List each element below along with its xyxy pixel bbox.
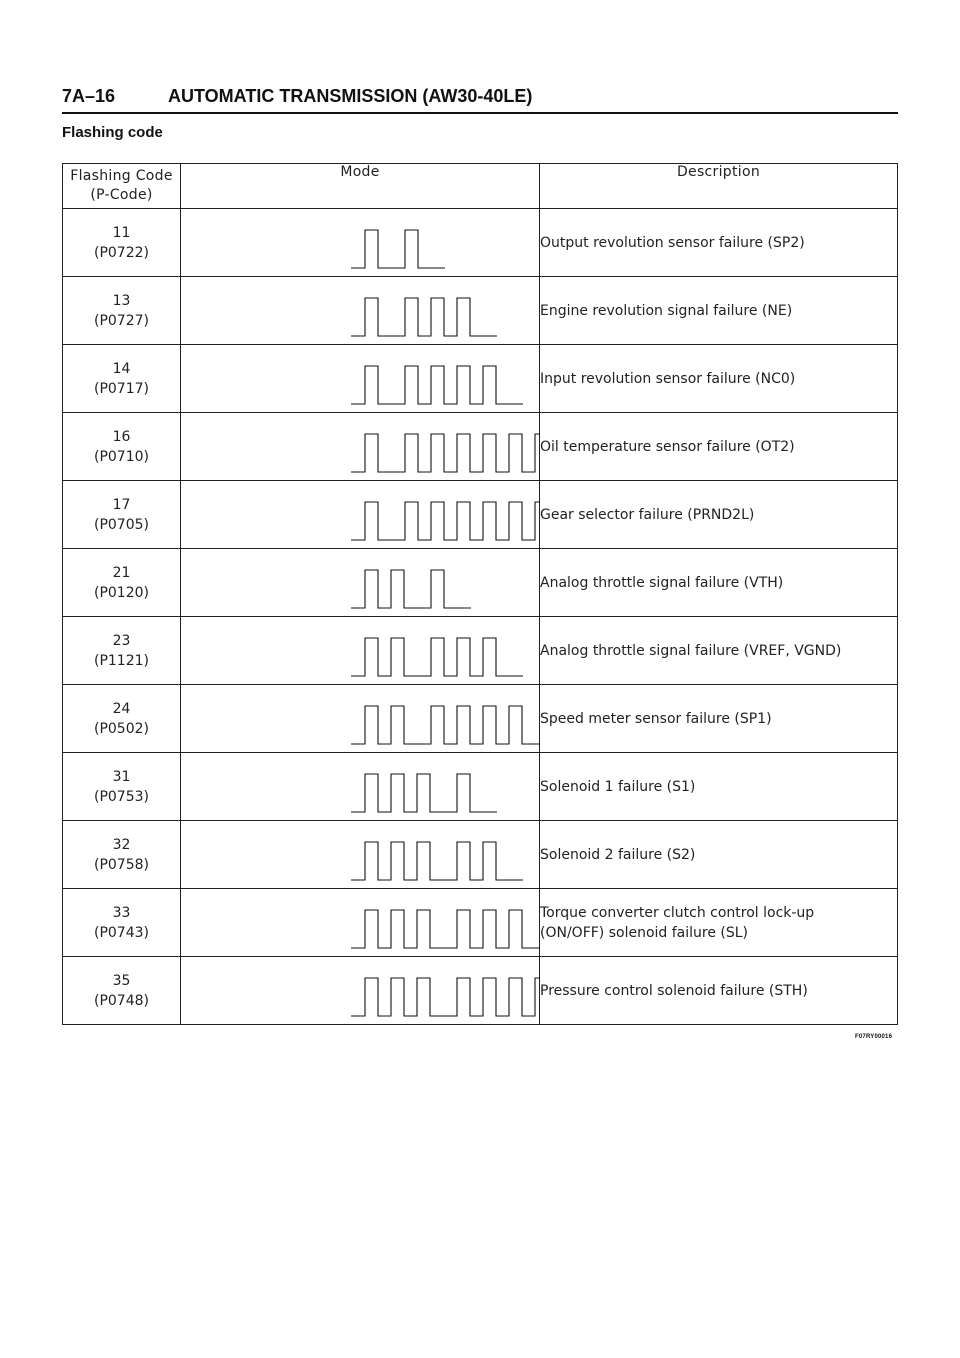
flash-waveform (181, 958, 540, 1024)
page-header (62, 86, 898, 114)
flash-waveform (181, 210, 540, 276)
mode-cell (181, 617, 540, 685)
p-code: (P0727) (94, 312, 149, 329)
description-cell (540, 277, 898, 345)
table-row (63, 277, 898, 345)
mode-cell (181, 345, 540, 413)
description-cell (540, 957, 898, 1025)
flash-waveform (181, 346, 540, 412)
pulse-trace (351, 706, 540, 744)
mode-cell (181, 209, 540, 277)
pulse-trace (351, 298, 497, 336)
flash-code: 17 (112, 496, 131, 513)
p-code: (P0705) (94, 516, 149, 533)
flash-code: 23 (112, 632, 131, 649)
mode-cell (181, 277, 540, 345)
code-cell (63, 481, 181, 549)
pulse-trace (351, 910, 540, 948)
description-text: Solenoid 2 failure (S2) (540, 846, 696, 863)
description-text: Solenoid 1 failure (S1) (540, 778, 696, 795)
table-row (63, 889, 898, 957)
table-row (63, 413, 898, 481)
table-row (63, 753, 898, 821)
flash-code: 24 (112, 700, 131, 717)
description-cell (540, 617, 898, 685)
description-text: Analog throttle signal failure (VREF, VGND) (540, 642, 842, 659)
page-number: 7A–16 (62, 86, 116, 106)
code-cell (63, 617, 181, 685)
flash-code: 35 (112, 972, 131, 989)
pulse-trace (351, 774, 497, 812)
table-row (63, 549, 898, 617)
flash-waveform (181, 890, 540, 956)
description-text: Input revolution sensor failure (NC0) (540, 370, 796, 387)
description-cell (540, 821, 898, 889)
pulse-trace (351, 366, 523, 404)
table-row (63, 209, 898, 277)
code-cell (63, 209, 181, 277)
description-cell (540, 481, 898, 549)
section-title: Flashing code (62, 124, 163, 141)
table-row (63, 345, 898, 413)
header-mode: Mode (181, 164, 540, 209)
table-header-row (63, 164, 898, 209)
pulse-trace (351, 570, 471, 608)
flash-code: 32 (112, 836, 131, 853)
mode-cell (181, 889, 540, 957)
description-cell (540, 413, 898, 481)
p-code: (P0753) (94, 788, 149, 805)
description-text: Engine revolution signal failure (NE) (540, 302, 793, 319)
flash-code: 11 (112, 224, 131, 241)
table-row (63, 617, 898, 685)
p-code: (P0710) (94, 448, 149, 465)
description-cell (540, 549, 898, 617)
description-text: Oil temperature sensor failure (OT2) (540, 438, 795, 455)
description-cell (540, 345, 898, 413)
description-text: Analog throttle signal failure (VTH) (540, 574, 784, 591)
header-description: Description (540, 164, 898, 209)
page-title: AUTOMATIC TRANSMISSION (AW30-40LE) (168, 86, 533, 106)
mode-cell (181, 549, 540, 617)
flash-code: 31 (112, 768, 131, 785)
p-code: (P0502) (94, 720, 149, 737)
flash-waveform (181, 822, 540, 888)
description-text-line2: (ON/OFF) solenoid failure (SL) (540, 924, 749, 941)
flash-waveform (181, 754, 540, 820)
flash-code: 33 (112, 904, 131, 921)
table-row (63, 481, 898, 549)
flash-code: 21 (112, 564, 131, 581)
code-cell (63, 277, 181, 345)
mode-cell (181, 753, 540, 821)
mode-cell (181, 957, 540, 1025)
code-cell (63, 413, 181, 481)
mode-cell (181, 413, 540, 481)
description-text: Gear selector failure (PRND2L) (540, 506, 755, 523)
flashing-code-table (62, 163, 898, 1025)
description-cell (540, 209, 898, 277)
flash-waveform (181, 414, 540, 480)
description-text: Speed meter sensor failure (SP1) (540, 710, 772, 727)
pulse-trace (351, 842, 523, 880)
header-code-line2: (P-Code) (90, 187, 153, 203)
p-code: (P0717) (94, 380, 149, 397)
p-code: (P0120) (94, 584, 149, 601)
mode-cell (181, 685, 540, 753)
description-cell (540, 889, 898, 957)
p-code: (P1121) (94, 652, 149, 669)
flash-waveform (181, 278, 540, 344)
p-code: (P0758) (94, 856, 149, 873)
code-cell (63, 549, 181, 617)
code-cell (63, 345, 181, 413)
table-row (63, 957, 898, 1025)
header-flashing-code (63, 164, 181, 209)
header-code-line1: Flashing Code (70, 168, 173, 184)
flash-waveform (181, 686, 540, 752)
code-cell (63, 753, 181, 821)
code-cell (63, 957, 181, 1025)
p-code: (P0743) (94, 924, 149, 941)
description-text: Output revolution sensor failure (SP2) (540, 234, 805, 251)
description-text: Torque converter clutch control lock-up (540, 904, 815, 921)
table-row (63, 821, 898, 889)
p-code: (P0748) (94, 992, 149, 1009)
code-cell (63, 685, 181, 753)
description-cell (540, 753, 898, 821)
flash-waveform (181, 618, 540, 684)
pulse-trace (351, 502, 540, 540)
flash-code: 16 (112, 428, 131, 445)
flash-code: 14 (112, 360, 131, 377)
flash-code: 13 (112, 292, 131, 309)
description-text: Pressure control solenoid failure (STH) (540, 982, 808, 999)
code-cell (63, 889, 181, 957)
pulse-trace (351, 434, 540, 472)
description-cell (540, 685, 898, 753)
flash-waveform (181, 482, 540, 548)
p-code: (P0722) (94, 244, 149, 261)
pulse-trace (351, 978, 540, 1016)
code-cell (63, 821, 181, 889)
figure-id: F07RY00016 (855, 1034, 893, 1040)
flash-waveform (181, 550, 540, 616)
mode-cell (181, 821, 540, 889)
table-row (63, 685, 898, 753)
mode-cell (181, 481, 540, 549)
pulse-trace (351, 230, 445, 268)
pulse-trace (351, 638, 523, 676)
